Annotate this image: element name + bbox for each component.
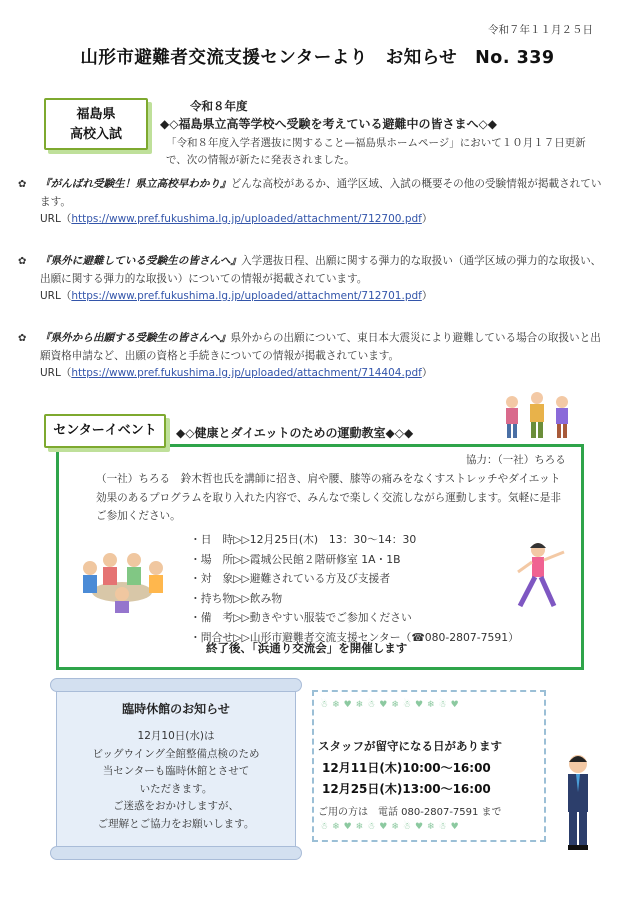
scroll-bottom-edge [50,846,302,860]
url-suffix: ） [421,213,433,225]
detail-contact: ・問合せ▷▷山形市避難者交流支援センター（☎080-2807-7591） [190,630,519,644]
url-suffix: ） [421,290,433,302]
section-tag-event: センターイベント [44,414,166,448]
closure-line: いただきます。 [139,782,213,795]
closure-line: ご理解とご協力をお願いします。 [97,817,255,830]
tag-line-1: 福島県 [76,107,116,122]
closure-line: 当センターも臨時休館とさせて [102,765,250,777]
page-title: 山形市避難者交流支援センターより お知らせ No. 339 [80,48,555,68]
event-cooperation: 協力：（一社）ちろる [466,454,566,466]
item-url-link[interactable]: https://www.pref.fukushima.lg.jp/uploaded/attachment/712700.pdf [71,213,422,225]
item-keyword: 『県外から出願する受験生の皆さんへ』 [40,332,231,344]
event-details [190,530,519,647]
section-intro: 「令和８年度入学者選抜に関すること—福島県ホームページ」において１０月１７日更新で、次の情報が新たに発表されました。 [166,137,586,166]
detail-belongings: ・持ち物▷▷飲み物 [190,591,283,605]
group-meeting-illustration [70,548,174,614]
event-description: （一社）ちろる 鈴木哲也氏を講師に招き、肩や腰、膝等の痛みをなくすストレッチやダイエット効果のあるプログラムを取り入れた内容で、みんなで楽しく交流しながら運動します。気軽に是非ご参加ください。 [96,473,561,522]
info-item [18,176,605,229]
detail-notes: ・備 考▷▷動きやすい服装でご参加ください [190,611,412,624]
closure-line: 12月10日(水)は [137,730,215,742]
staff-date: 12月25日(木)13:00～16:00 [322,782,491,796]
stretching-woman-illustration [510,540,568,610]
info-item [18,253,605,306]
info-item [18,330,605,383]
flower-bullet-icon: ✿ [18,179,27,190]
item-keyword: 『がんばれ受験生！県立高校早わかり』 [40,178,231,190]
url-prefix: URL（ [40,367,72,379]
staff-dates [322,758,491,800]
section-tag-fukushima [44,98,148,150]
closure-line: ビッグウイング全館整備点検のため [92,747,260,760]
staff-title: スタッフが留守になる日があります [318,739,502,753]
item-url-line [40,365,605,383]
item-url-line [40,211,605,229]
exercise-group-illustration [492,388,582,442]
item-text: 入学選抜日程、出願に関する弾力的な取扱い（通学区域の弾力的な取扱い、出願に関する弾力的な取扱い）についての情報が掲載されています。 [40,255,602,285]
staff-date: 12月11日(木)10:00～16:00 [322,761,491,775]
staff-contact: ご用の方は 電話 080-2807-7591 まで [318,807,502,818]
closure-text [56,728,296,833]
item-url-link[interactable]: https://www.pref.fukushima.lg.jp/uploaded/attachment/714404.pdf [71,367,422,379]
url-suffix: ） [421,367,433,379]
section-year: 令和８年度 [190,99,248,113]
decorative-snow-icon: ☃❄♥❄☃♥❄☃♥❄☃♥ [320,822,463,832]
event-title: ◆◇健康とダイエットのための運動教室◆◇◆ [176,426,414,440]
tag-line-2: 高校入試 [69,127,122,142]
detail-target: ・対 象▷▷避難されている方及び支援者 [190,572,391,585]
url-prefix: URL（ [40,290,72,302]
item-text: 県外からの出願について、東日本大震災により避難している場合の取扱いと出願資格申請など、出願の資格と手続きについての情報が掲載されています。 [40,332,601,362]
url-prefix: URL（ [40,213,72,225]
event-closing: 終了後、「浜通り交流会」を開催します [206,641,408,655]
item-text: どんな高校があるか、通学区域、入試の概要その他の受験情報が掲載されています。 [40,178,602,208]
item-url-link[interactable]: https://www.pref.fukushima.lg.jp/uploaded/attachment/712701.pdf [71,290,422,302]
flower-bullet-icon: ✿ [18,256,27,267]
scroll-top-edge [50,678,302,692]
section-heading: ◆◇福島県立高等学校へ受験を考えている避難中の皆さまへ◇◆ [160,117,497,131]
decorative-snow-icon: ☃❄♥❄☃♥❄☃♥❄☃♥ [320,700,463,710]
detail-datetime: ・日 時▷▷12月25日(木) 13：30～14：30 [190,533,417,546]
item-url-line [40,288,605,306]
detail-place: ・場 所▷▷霞城公民館２階研修室 1A・1B [190,552,401,566]
closure-line: ご迷惑をおかけしますが、 [113,800,239,812]
item-keyword: 『県外に避難している受験生の皆さんへ』 [40,255,242,267]
issue-date: 令和７年１１月２５日 [488,24,593,36]
flower-bullet-icon: ✿ [18,333,27,344]
closure-title: 臨時休館のお知らせ [122,702,230,716]
bowing-man-illustration [556,752,600,852]
